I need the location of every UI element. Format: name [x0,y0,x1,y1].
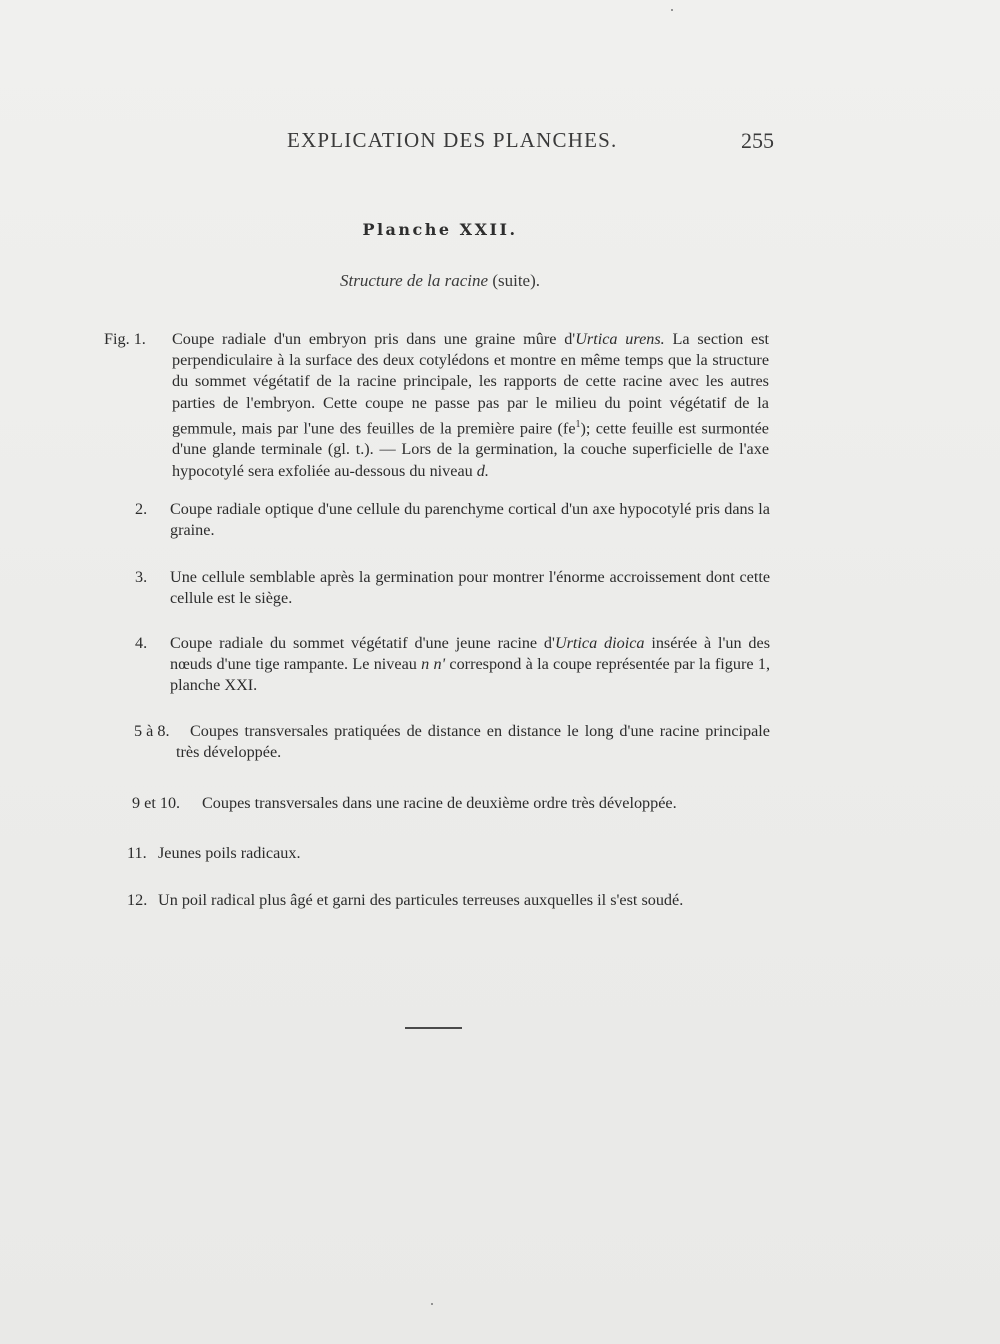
figure-entry-5-8 [134,721,770,763]
figure-label: 9 et 10. [132,794,181,812]
figure-description: Un poil radical plus âgé et garni des particules terreuses auxquelles il s'est soudé. [158,891,684,909]
superscript: 1 [575,418,581,430]
section-rule [405,1027,462,1029]
plate-heading: Planche XXII. [362,220,518,239]
figure-label: 5 à 8. [134,722,170,740]
figure-description: Une cellule semblable après la germination pour montrer l'énorme accroissement dont cette cellule est le siège. [170,568,770,608]
figure-label: 11. [127,844,147,862]
figure-entry-1 [104,329,770,482]
paper-speck [671,9,673,11]
subtitle-suite: (suite). [492,271,541,290]
paper-speck [431,1303,433,1305]
level-label: d. [476,461,489,480]
subtitle-italic-structure: Structure [339,271,403,290]
subtitle-italic-racine: la racine [427,271,489,290]
figure-description: Coupes transversales pratiquées de distance en distance le long d'une racine principale très développée. [176,722,770,762]
figure-description: Coupe radiale optique d'une cellule du parenchyme cortical d'un axe hypocotylé pris dans la graine. [170,500,770,540]
figure-label: Fig. 1. [104,330,146,348]
running-title: EXPLICATION DES PLANCHES. [287,128,618,152]
plate-subtitle [0,271,880,291]
figure-entry-2 [135,499,770,541]
figure-label: 4. [135,634,148,652]
level-label: n n' [421,655,446,674]
running-head [0,128,1000,158]
figure-description: Coupes transversales dans une racine de deuxième ordre très développée. [202,794,677,812]
figure-entry-11 [127,843,758,864]
figure-entry-3 [135,567,770,609]
species-name: Urtica dioica [554,634,645,652]
figure-entry-4 [135,633,770,697]
figure-description: Jeunes poils radicaux. [158,844,301,862]
figure-label: 3. [135,568,148,586]
page-number: 255 [741,128,774,153]
figure-label: 12. [127,891,148,909]
species-name: Urtica urens. [575,330,665,348]
figure-entry-9-10 [132,793,772,814]
figure-description: Coupe radiale d'un embryon pris dans une graine mûre d'Urtica urens. La section est perpendiculaire à la surface des deux cotylédons et montre en même temps que la structure du sommet végétatif de la racine principale, les rapports de cette racine avec les autres parties de l'embryon. Cette coupe ne passe pas par le milieu du point végétatif de la gemmule, mais par l'une des feuilles de la première paire $(fe^1)$; cette feuille est surmontée d'une glande terminale (gl. t.). — Lors de la germination, la couche superficielle de l'axe hypocotylé sera exfoliée au-dessous du niveau d. [172,330,770,480]
figure-entry-12 [127,890,758,911]
subtitle-de: de [406,271,423,290]
figure-description: Coupe radiale du sommet végétatif d'une jeune racine d'Urtica dioica insérée à l'un des nœuds d'une tige rampante. Le niveau n n' correspond à la coupe représentée par la figure 1, planche XXI. [170,634,770,695]
figure-label: 2. [135,500,148,518]
